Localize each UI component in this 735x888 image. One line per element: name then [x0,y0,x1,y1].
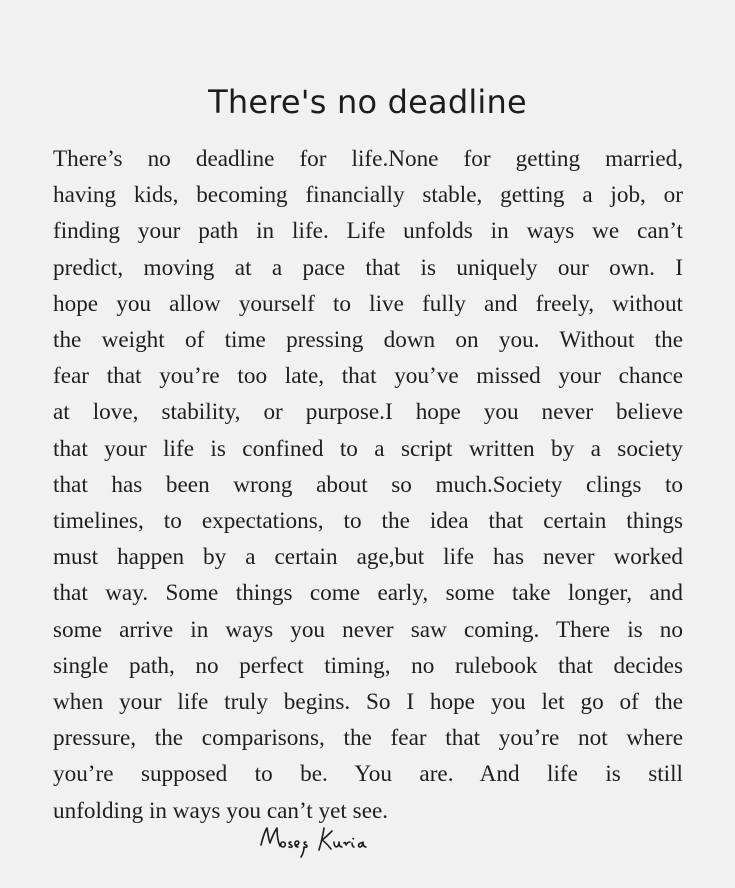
body-line: having kids, becoming financially stable, getting a job, or [53,182,683,209]
body-line: finding your path in life. Life unfolds in ways we can’t [53,218,683,245]
body-line: the weight of time pressing down on you. Without the [53,327,683,354]
body-line: at love, stability, or purpose.I hope you never believe [53,399,683,426]
body-line: must happen by a certain age,but life has never worked [53,544,683,571]
body-line: that way. Some things come early, some take longer, and [53,580,683,607]
body-line: that has been wrong about so much.Society clings to [53,471,683,498]
body-line: predict, moving at a pace that is uniquely our own. I [53,254,683,281]
body-paragraph [53,141,683,829]
body-line: pressure, the comparisons, the fear that you’re not where [53,725,683,752]
signature-graphic [258,823,398,863]
body-line: unfolding in ways you can’t yet see. [53,797,389,824]
body-line: timelines, to expectations, to the idea that certain things [53,508,683,535]
body-line: single path, no perfect timing, no rulebook that decides [53,652,683,679]
author-signature [258,823,398,863]
page-title: There's no deadline [208,83,527,121]
body-line: when your life truly begins. So I hope you let go of the [53,689,683,716]
body-line: hope you allow yourself to live fully and freely, without [53,290,683,317]
body-line: fear that you’re too late, that you’ve missed your chance [53,363,683,390]
body-line: There’s no deadline for life.None for getting married, [53,146,683,172]
body-line: some arrive in ways you never saw coming. There is no [53,616,683,643]
body-line: you’re supposed to be. You are. And life is still [53,761,683,788]
body-line: that your life is confined to a script written by a society [53,435,683,462]
